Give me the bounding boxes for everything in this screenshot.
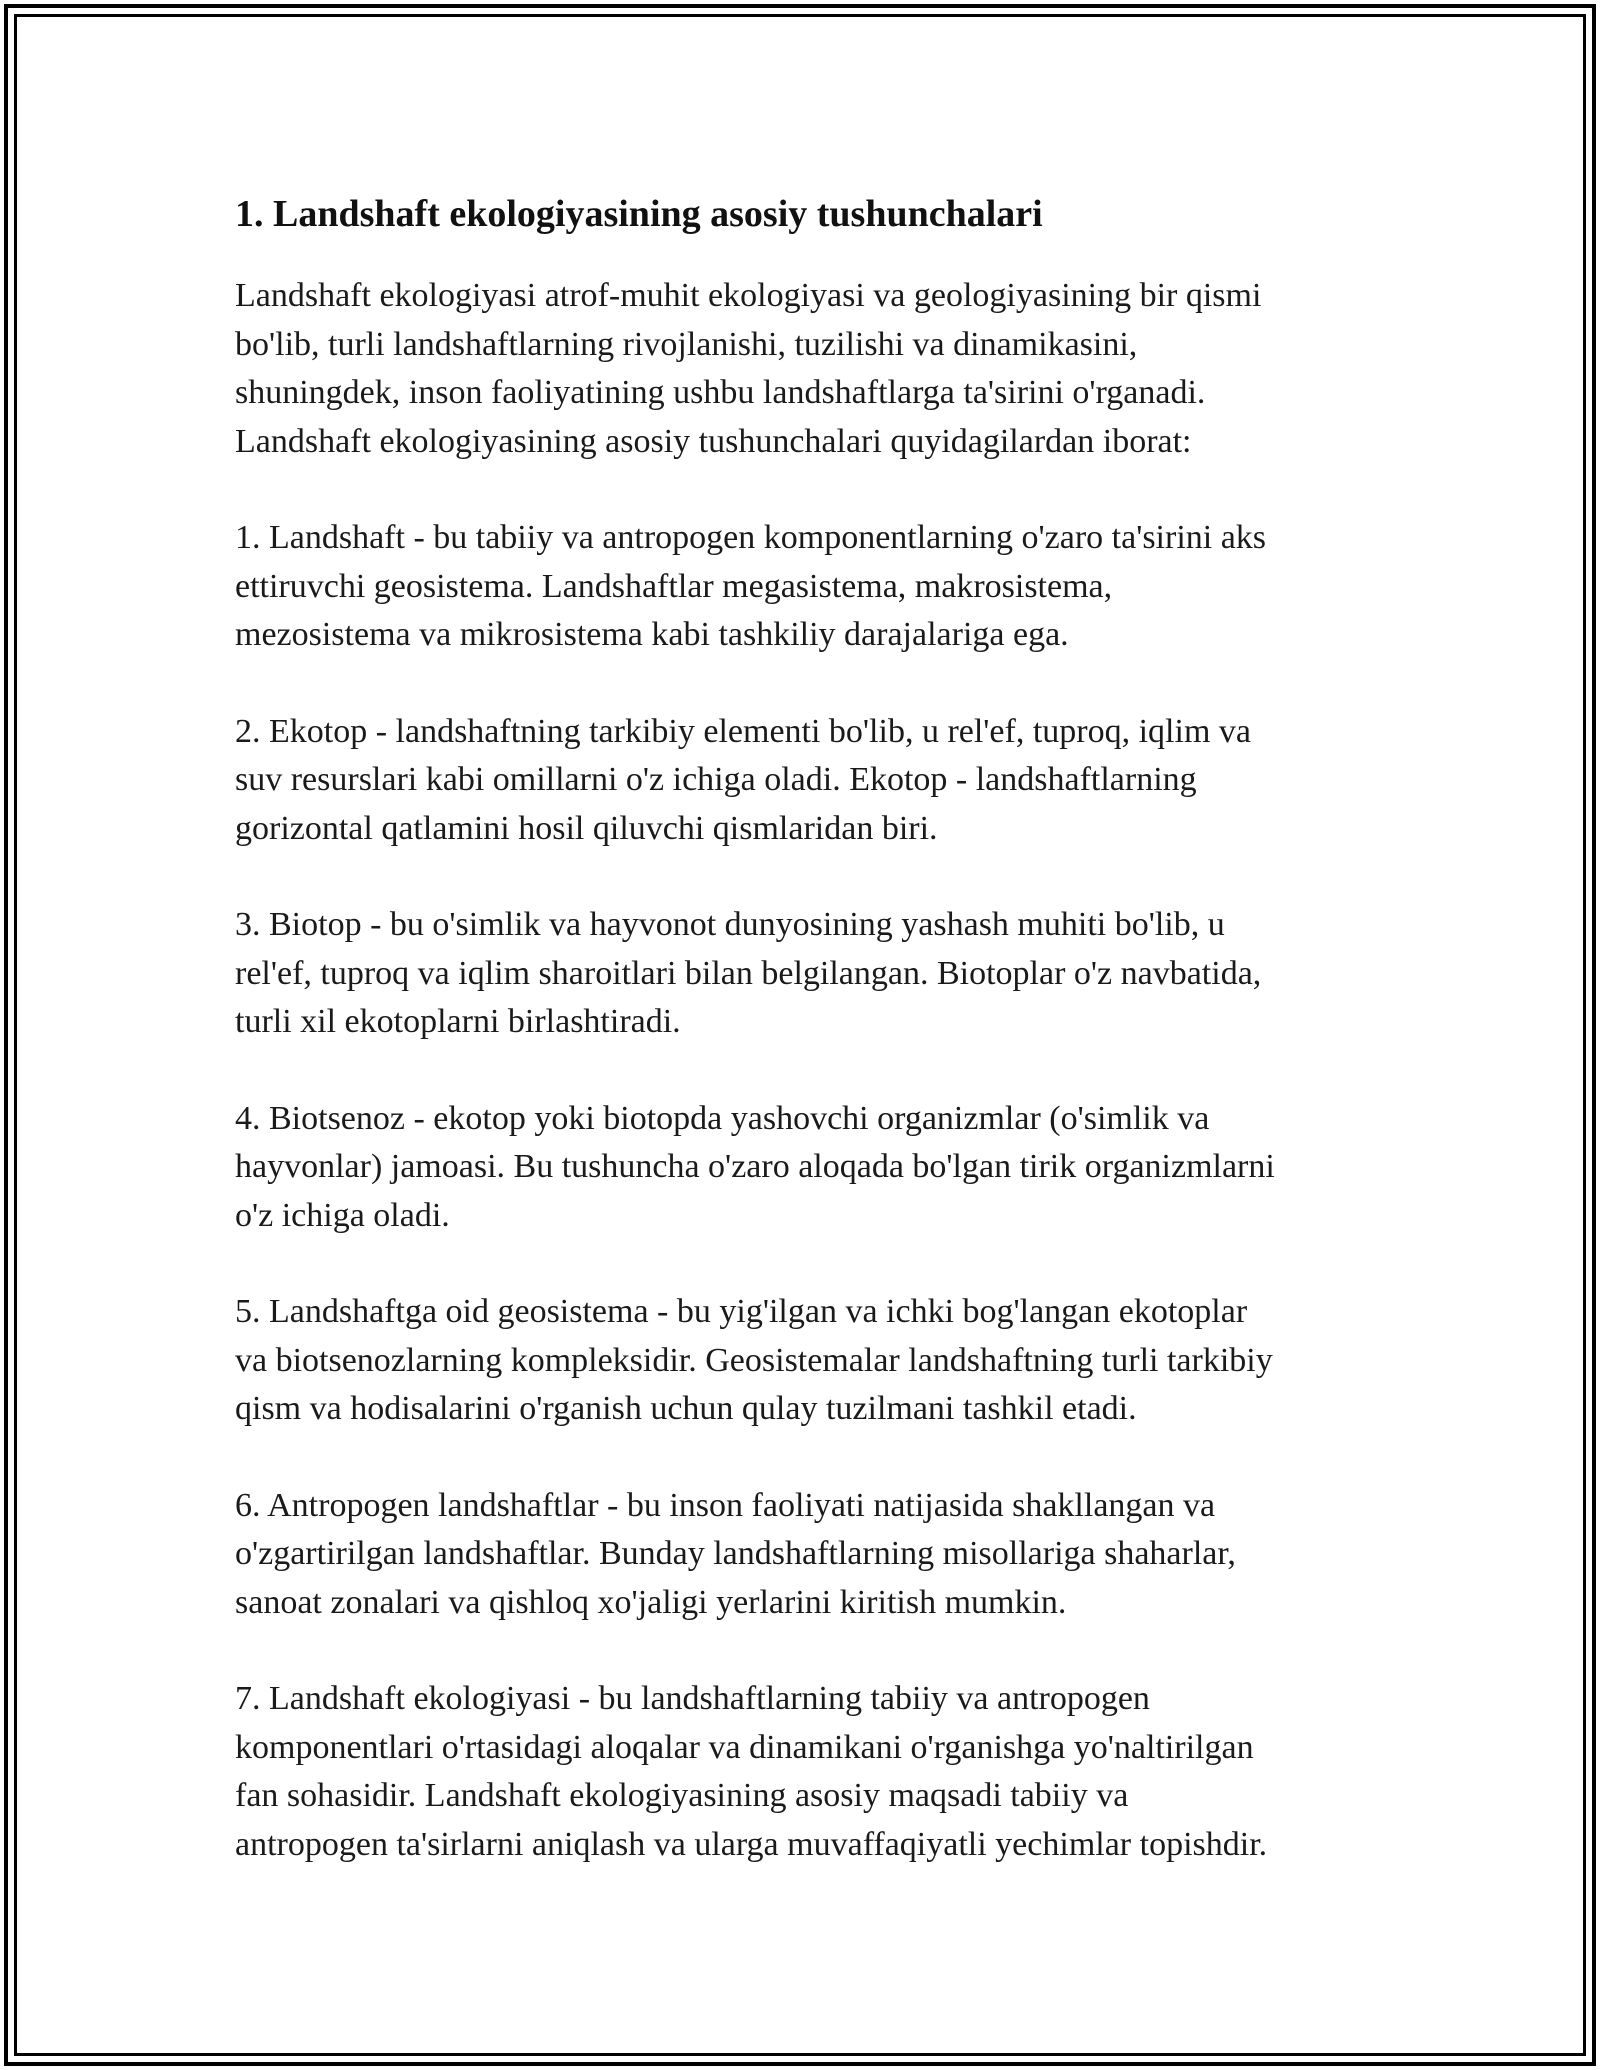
text-line: 7. Landshaft ekologiyasi - bu landshaftlarning tabiiy va antropogen xyxy=(235,1680,1150,1717)
text-line: gorizontal qatlamini hosil qiluvchi qismlaridan biri. xyxy=(235,809,938,847)
text-line: sanoat zonalari va qishloq xo'jaligi yerlarini kiritish mumkin. xyxy=(235,1583,1067,1621)
list-item-antropogen-landshaftlar xyxy=(235,1482,1375,1628)
document-body xyxy=(235,188,1375,1917)
text-line: va biotsenozlarning kompleksidir. Geosistemalar landshaftning turli tarkibiy xyxy=(235,1341,1273,1379)
text-line: antropogen ta'sirlarni aniqlash va ularga muvaffaqiyatli yechimlar topishdir. xyxy=(235,1825,1268,1863)
text-line: turli xil ekotoplarni birlashtiradi. xyxy=(235,1003,681,1040)
list-item-biotop xyxy=(235,901,1375,1047)
list-item-ekotop xyxy=(235,708,1375,854)
list-item-landshaft xyxy=(235,514,1375,660)
document-title: 1. Landshaft ekologiyasining asosiy tushunchalari xyxy=(235,193,1043,235)
text-line: shuningdek, inson faoliyatining ushbu landshaftlarga ta'sirini o'rganadi. xyxy=(235,374,1206,411)
text-line: Landshaft ekologiyasi atrof-muhit ekologiyasi va geologiyasining bir qismi xyxy=(235,277,1262,314)
text-line: hayvonlar) jamoasi. Bu tushuncha o'zaro aloqada bo'lgan tirik organizmlarni xyxy=(235,1148,1275,1185)
text-line: 4. Biotsenoz - ekotop yoki biotopda yashovchi organizmlar (o'simlik va xyxy=(235,1099,1210,1137)
list-item-landshaft-ekologiyasi xyxy=(235,1675,1375,1869)
text-line: 2. Ekotop - landshaftning tarkibiy elementi bo'lib, u rel'ef, tuproq, iqlim va xyxy=(235,712,1251,750)
text-line: mezosistema va mikrosistema kabi tashkiliy darajalariga ega. xyxy=(235,616,1069,653)
text-line: 6. Antropogen landshaftlar - bu inson faoliyati natijasida shakllangan va xyxy=(235,1486,1216,1524)
text-line: o'zgartirilgan landshaftlar. Bunday landshaftlarning misollariga shaharlar, xyxy=(235,1535,1236,1572)
intro-paragraph xyxy=(235,272,1375,466)
text-line: 5. Landshaftga oid geosistema - bu yig'ilgan va ichki bog'langan ekotoplar xyxy=(235,1293,1248,1330)
text-line: suv resurslari kabi omillarni o'z ichiga oladi. Ekotop - landshaftlarning xyxy=(235,761,1197,798)
text-line: 1. Landshaft - bu tabiiy va antropogen komponentlarning o'zaro ta'sirini aks xyxy=(235,519,1267,556)
list-item-biotsenoz xyxy=(235,1095,1375,1241)
text-line: fan sohasidir. Landshaft ekologiyasining asosiy maqsadi tabiiy va xyxy=(235,1777,1129,1814)
text-line: ettiruvchi geosistema. Landshaftlar megasistema, makrosistema, xyxy=(235,567,1113,605)
list-item-geosistema xyxy=(235,1288,1375,1434)
text-line: rel'ef, tuproq va iqlim sharoitlari bilan belgilangan. Biotoplar o'z navbatida, xyxy=(235,954,1262,992)
text-line: qism va hodisalarini o'rganish uchun qulay tuzilmani tashkil etadi. xyxy=(235,1390,1137,1427)
text-line: komponentlari o'rtasidagi aloqalar va dinamikani o'rganishga yo'naltirilgan xyxy=(235,1728,1254,1766)
text-line: 3. Biotop - bu o'simlik va hayvonot dunyosining yashash muhiti bo'lib, u xyxy=(235,906,1225,943)
text-line: bo'lib, turli landshaftlarning rivojlanishi, tuzilishi va dinamikasini, xyxy=(235,325,1138,363)
text-line: o'z ichiga oladi. xyxy=(235,1196,450,1234)
text-line: Landshaft ekologiyasining asosiy tushunchalari quyidagilardan iborat: xyxy=(235,422,1192,460)
